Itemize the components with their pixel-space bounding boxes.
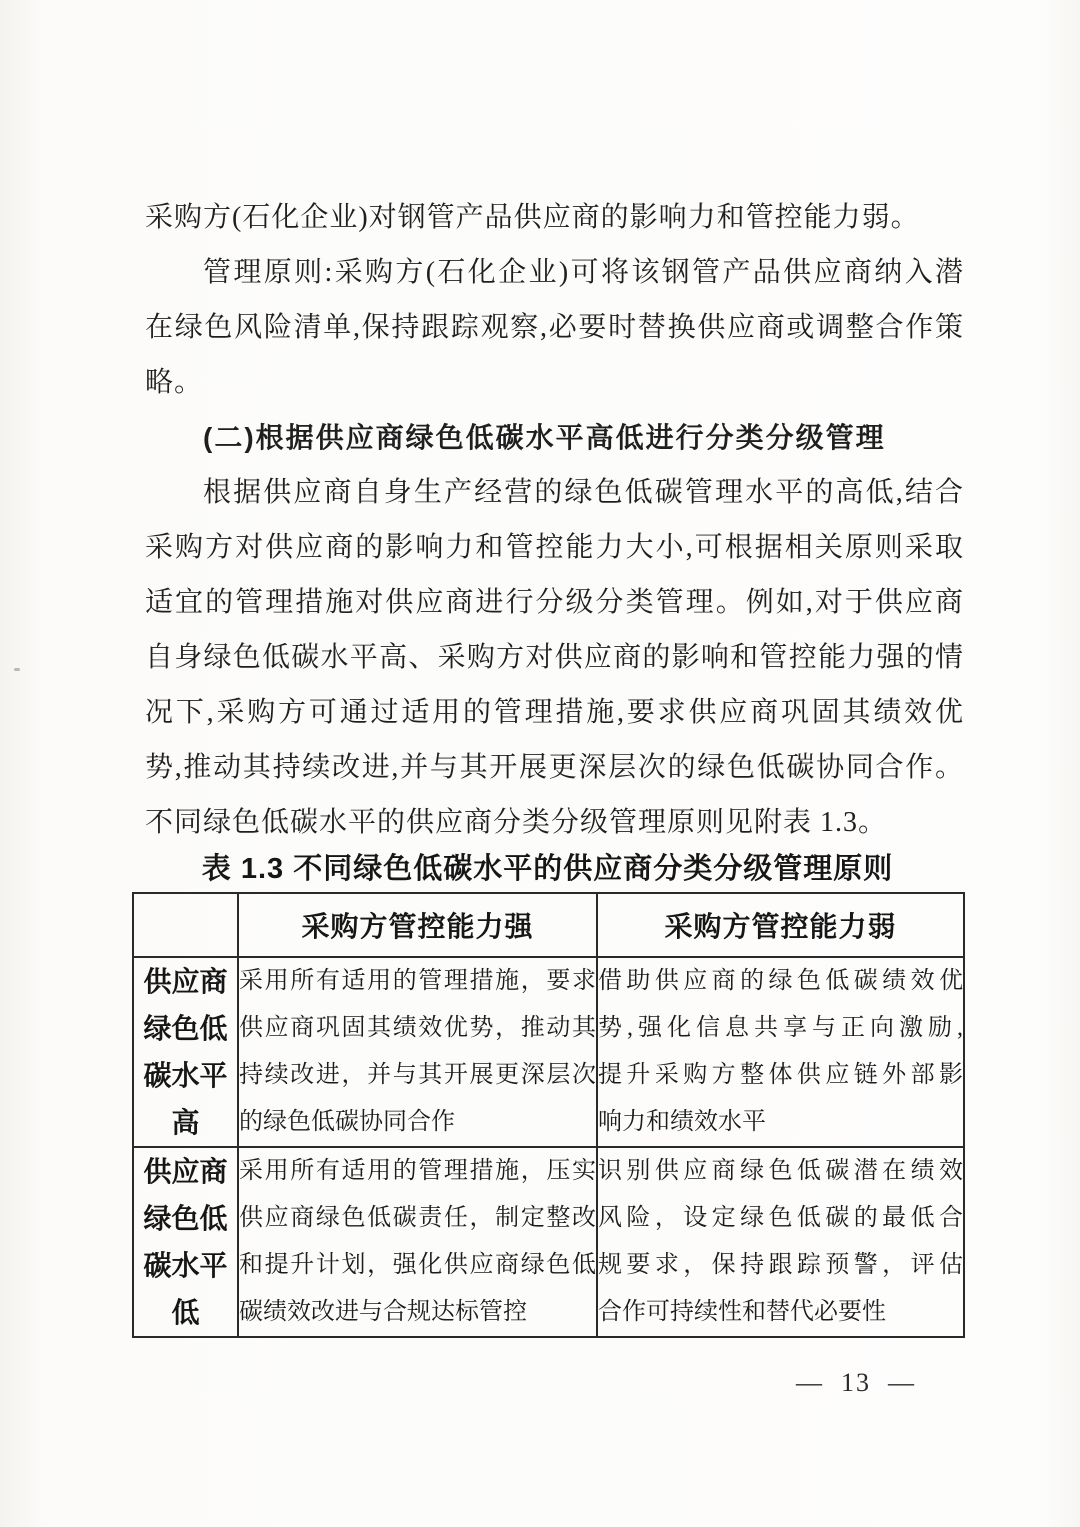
cell-line: 风险，设定绿色低碳的最低合 (598, 1205, 963, 1231)
cell-weak-control (597, 1147, 964, 1337)
table-row (133, 1147, 964, 1337)
scan-artifact (14, 668, 20, 671)
cell-line: 高 (171, 1107, 200, 1138)
cell-line: 绿色低 (143, 1203, 228, 1234)
cell-line: 识别供应商绿色低碳潜在绩效 (598, 1158, 963, 1184)
cell-line: 绿色低 (143, 1013, 228, 1044)
cell-line: 碳水平 (143, 1060, 228, 1091)
cell-line: 借助供应商的绿色低碳绩效优 (598, 968, 963, 994)
cell-line: 提升采购方整体供应链外部影 (598, 1062, 963, 1088)
cell-line: 供应商 (143, 966, 228, 997)
table-row (133, 957, 964, 1147)
cell-line: 规要求，保持跟踪预警，评估 (598, 1252, 963, 1278)
body-line: 适宜的管理措施对供应商进行分级分类管理。例如,对于供应商 (145, 587, 963, 618)
cell-weak-control (597, 957, 964, 1147)
body-line: 不同绿色低碳水平的供应商分类分级管理原则见附表 1.3。 (145, 807, 888, 838)
body-line: 自身绿色低碳水平高、采购方对供应商的影响和管控能力强的情 (145, 642, 963, 673)
body-line: 采购方(石化企业)对钢管产品供应商的影响力和管控能力弱。 (145, 202, 920, 233)
table-header-row (133, 893, 964, 957)
section-heading: (二)根据供应商绿色低碳水平高低进行分类分级管理 (203, 422, 886, 453)
cell-line: 采用所有适用的管理措施，要求 (239, 968, 596, 994)
table-header-cell-empty (133, 893, 238, 957)
cell-line: 供应商绿色低碳责任，制定整改 (239, 1205, 596, 1231)
body-line: 采购方对供应商的影响力和管控能力大小,可根据相关原则采取 (145, 532, 963, 563)
row-label (133, 957, 238, 1147)
body-line: 势,推动其持续改进,并与其开展更深层次的绿色低碳协同合作。 (145, 752, 963, 783)
cell-line: 合作可持续性和替代必要性 (598, 1299, 886, 1325)
cell-strong-control (238, 1147, 597, 1337)
table-header-cell-strong: 采购方管控能力强 (238, 893, 597, 957)
cell-line: 的绿色低碳协同合作 (239, 1109, 455, 1135)
table-body (133, 957, 964, 1337)
page-number: — 13 — (796, 1368, 916, 1397)
row-label (133, 1147, 238, 1337)
body-text (145, 190, 963, 850)
table-caption: 表 1.3 不同绿色低碳水平的供应商分类分级管理原则 (201, 853, 894, 885)
cell-line: 碳水平 (143, 1250, 228, 1281)
cell-line: 供应商 (143, 1156, 228, 1187)
body-line: 管理原则:采购方(石化企业)可将该钢管产品供应商纳入潜 (203, 257, 963, 288)
cell-line: 供应商巩固其绩效优势，推动其 (239, 1015, 596, 1041)
cell-line: 持续改进，并与其开展更深层次 (239, 1062, 596, 1088)
cell-line: 低 (171, 1297, 200, 1328)
body-line: 根据供应商自身生产经营的绿色低碳管理水平的高低,结合 (203, 477, 963, 508)
body-line: 在绿色风险清单,保持跟踪观察,必要时替换供应商或调整合作策 (145, 312, 963, 343)
table-header-cell-weak: 采购方管控能力弱 (597, 893, 964, 957)
cell-line: 响力和绩效水平 (598, 1109, 766, 1135)
cell-strong-control (238, 957, 597, 1147)
body-line: 况下,采购方可通过适用的管理措施,要求供应商巩固其绩效优 (145, 697, 963, 728)
cell-line: 采用所有适用的管理措施，压实 (239, 1158, 596, 1184)
classification-table (132, 892, 965, 1338)
body-line: 略。 (145, 367, 204, 398)
cell-line: 势,强化信息共享与正向激励, (598, 1015, 963, 1041)
cell-line: 碳绩效改进与合规达标管控 (239, 1299, 527, 1325)
cell-line: 和提升计划，强化供应商绿色低 (239, 1252, 596, 1278)
